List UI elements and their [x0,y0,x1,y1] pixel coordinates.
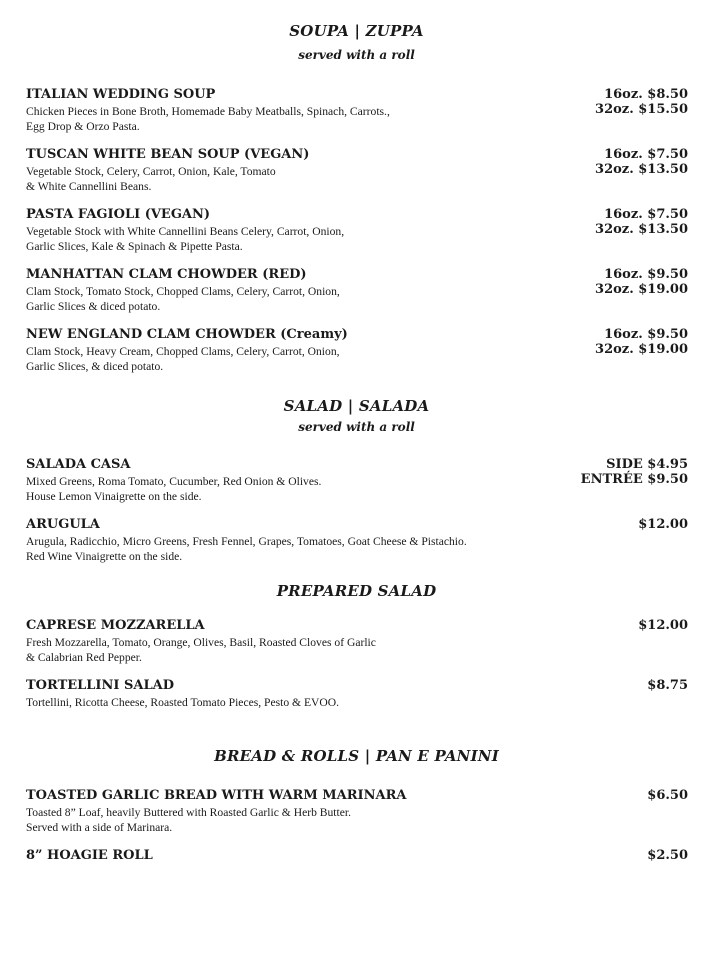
item-price: $6.50 [647,788,688,803]
item-description: Vegetable Stock, Celery, Carrot, Onion, Kale, Tomato & White Cannellini Beans. [26,165,276,193]
item-price: 16oz. $9.50 32oz. $19.00 [595,327,688,357]
menu-item [26,678,688,726]
menu-item [26,267,688,315]
item-description: Vegetable Stock with White Cannellini Beans Celery, Carrot, Onion, Garlic Slices, Kale & Spinach & Pipette Pasta. [26,225,345,253]
item-name: 8” HOAGIE ROLL [26,848,153,863]
item-price: $8.75 [647,678,688,693]
item-name: TOASTED GARLIC BREAD WITH WARM MARINARA [26,788,407,803]
menu-item [26,327,688,375]
item-price: SIDE $4.95 ENTRÉE $9.50 [580,457,688,487]
menu-item [26,517,688,565]
section-subtitle-salad: served with a roll [298,420,415,434]
item-price: 16oz. $7.50 32oz. $13.50 [595,147,688,177]
menu-item [26,848,688,868]
item-description: Mixed Greens, Roma Tomato, Cucumber, Red Onion & Olives. House Lemon Vinaigrette on the side. [26,475,322,503]
item-name: TORTELLINI SALAD [26,678,174,693]
item-name: MANHATTAN CLAM CHOWDER (RED) [26,267,307,282]
item-price: $12.00 [638,517,688,532]
menu-item [26,788,688,836]
item-price: 16oz. $8.50 32oz. $15.50 [595,87,688,117]
item-price: 16oz. $7.50 32oz. $13.50 [595,207,688,237]
item-description: Arugula, Radicchio, Micro Greens, Fresh Fennel, Grapes, Tomatoes, Goat Cheese & Pistachio. Red Wine Vinaigrette on the side. [26,535,467,563]
section-title-salad: SALAD | SALADA [283,397,430,415]
item-name: TUSCAN WHITE BEAN SOUP (VEGAN) [26,147,310,162]
item-description: Clam Stock, Tomato Stock, Chopped Clams, Celery, Carrot, Onion, Garlic Slices & diced potato. [26,285,340,313]
item-name: ARUGULA [26,517,100,532]
menu-item [26,457,688,505]
item-name: SALADA CASA [26,457,131,472]
item-description: Chicken Pieces in Bone Broth, Homemade Baby Meatballs, Spinach, Carrots., Egg Drop & Orzo Pasta. [26,105,390,133]
menu-item [26,87,688,135]
item-name: CAPRESE MOZZARELLA [26,618,205,633]
item-price: 16oz. $9.50 32oz. $19.00 [595,267,688,297]
menu-item [26,618,688,666]
item-price: $12.00 [638,618,688,633]
item-name: ITALIAN WEDDING SOUP [26,87,216,102]
section-title-bread-rolls: BREAD & ROLLS | PAN E PANINI [214,747,499,765]
menu-item [26,147,688,195]
section-title-prepared-salad: PREPARED SALAD [276,582,437,600]
menu-item [26,207,688,255]
item-name: PASTA FAGIOLI (VEGAN) [26,207,211,222]
section-title-soupa: SOUPA | ZUPPA [289,22,424,40]
item-description: Fresh Mozzarella, Tomato, Orange, Olives, Basil, Roasted Cloves of Garlic & Calabrian Red Pepper. [26,636,376,664]
item-description: Toasted 8” Loaf, heavily Buttered with Roasted Garlic & Herb Butter. Served with a side of Marinara. [26,806,352,834]
item-description: Tortellini, Ricotta Cheese, Roasted Tomato Pieces, Pesto & EVOO. [26,696,340,709]
item-name: NEW ENGLAND CLAM CHOWDER (Creamy) [26,327,348,342]
section-subtitle-soupa: served with a roll [298,48,415,62]
item-price: $2.50 [647,848,688,863]
item-description: Clam Stock, Heavy Cream, Chopped Clams, Celery, Carrot, Onion, Garlic Slices, & diced potato. [26,345,340,373]
